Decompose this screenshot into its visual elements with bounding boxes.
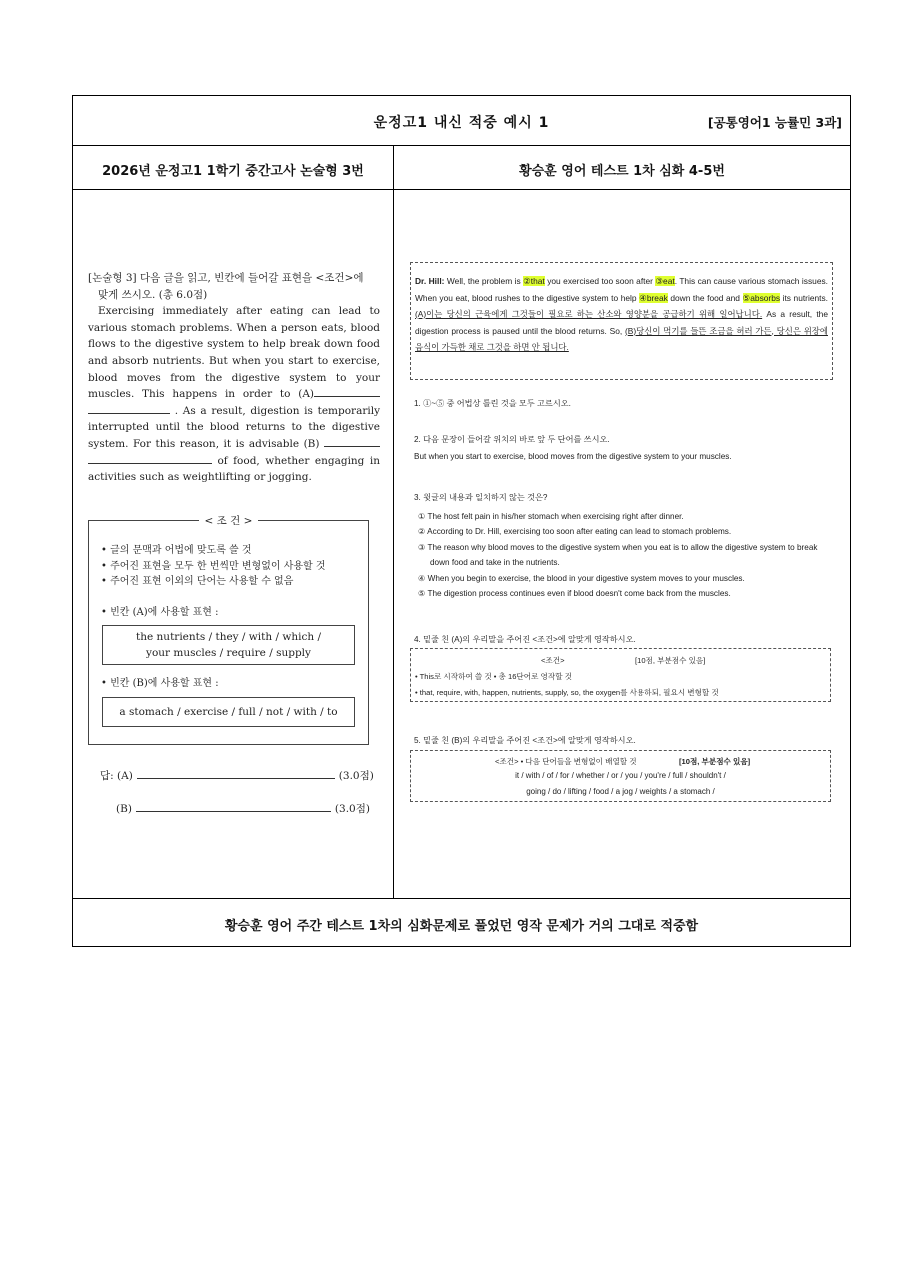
condition-item: • 주어진 표현을 모두 한 번씩만 변형없이 사용할 것 [101, 560, 326, 572]
dialogue-text: down the food and [667, 292, 743, 303]
question-4: 4. 밑줄 친 (A)의 우리말을 주어진 <조건>에 알맞게 영작하시오. [414, 635, 636, 644]
reading-passage [88, 303, 380, 486]
condition-item: • 글의 문맥과 어법에 맞도록 쓸 것 [101, 545, 252, 556]
conditions-title: < 조 건 > [199, 515, 259, 527]
title-row [73, 96, 850, 146]
question-heading [88, 270, 380, 303]
blank-a-label: • 빈칸 (A)에 사용할 표현 : [101, 607, 219, 618]
q5-words-line-1: it / with / of / for / whether / or / you / you're / full / shouldn't / [515, 771, 726, 780]
answer-b-row [116, 801, 370, 816]
page-title: 운정고1 내신 적중 예시 1 [373, 115, 550, 131]
question-2: 2. 다음 문장이 들어갈 위치의 바로 앞 두 단어를 쓰시오. [414, 435, 610, 444]
blank-a-words-line-2: your muscles / require / supply [146, 647, 311, 659]
question-heading-line-2: 맞게 쓰시오. (총 6.0점) [98, 288, 208, 301]
q5-condition-title: <조건> • 다음 단어들을 변형없이 배열할 것 [495, 757, 637, 766]
q4-condition-line-1: • This로 시작하여 쓸 것 • 총 16단어로 영작할 것 [415, 672, 572, 681]
passage-part-2: . As a result, digestion is temporarily interrupted until the blood returns to the digestive system. For this reason, it is advisable (B) [88, 404, 381, 450]
answer-b-label: (B) [116, 803, 132, 815]
footer-row [73, 898, 850, 947]
dialogue-text: As a result, the digestion process is paused until the blood returns. So, [415, 309, 828, 336]
highlight-4: ④break [639, 292, 668, 303]
question-2-sentence: But when you start to exercise, blood moves from the digestive system to your muscles. [414, 452, 732, 461]
speaker-label: Dr. Hill: [415, 276, 445, 286]
dialogue-text: its nutrients. [780, 292, 828, 303]
blank-a-line-2 [88, 403, 170, 414]
answer-a-label: 답: (A) [100, 770, 133, 782]
highlight-2: ②that [523, 276, 545, 286]
passage-part-3: of food, whether engaging in activities such as weightlifting or jogging. [88, 454, 381, 484]
exam-question [88, 270, 380, 486]
underlined-a: (A)이는 당신의 근육에게 그것들이 필요로 하는 산소와 영양분을 공급하기 위해 일어납니다. [415, 309, 763, 319]
left-column-title: 2026년 운정고1 1학기 중간고사 논술형 3번 [102, 164, 364, 179]
q4-points: [10점, 부분점수 있음] [635, 656, 706, 665]
course-tag: [공통영어1 능률민 3과] [707, 115, 842, 130]
column-divider [393, 146, 394, 898]
footer-note: 황승훈 영어 주간 테스트 1차의 심화문제로 풀었던 영작 문제가 거의 그대로 적중함 [224, 919, 699, 934]
column-header-row [73, 146, 850, 190]
blank-b-word-box [102, 697, 355, 727]
question-4-condition-box [410, 648, 831, 702]
answer-a-points: (3.0점) [338, 770, 374, 782]
dialogue-text: Well, the problem is [444, 276, 524, 286]
option-item: ④ When you begin to exercise, the blood in your digestive system moves to your muscles. [418, 573, 745, 583]
blank-a-word-box [102, 625, 355, 665]
blank-a-words-line-1: the nutrients / they / with / which / [136, 631, 321, 643]
dialogue-text: you exercised too soon after [544, 276, 656, 286]
dialogue-box [410, 262, 833, 380]
conditions-list [101, 543, 326, 590]
q5-points: [10점, 부분점수 있음] [679, 757, 751, 766]
answer-a-row [100, 768, 374, 783]
option-item: ③ The reason why blood moves to the digestive system when you eat is to allow the digestive system to break down food and take in the nutrients. [418, 542, 818, 568]
answer-a-line[interactable] [137, 768, 335, 779]
highlight-3: ③eat [655, 276, 675, 286]
question-1: 1. ①~⑤ 중 어법상 틀린 것을 모두 고르시오. [414, 399, 571, 408]
blank-a-line [314, 386, 380, 397]
blank-b-line [324, 436, 380, 447]
blank-b-label: • 빈칸 (B)에 사용할 표현 : [101, 678, 219, 689]
option-item: ② According to Dr. Hill, exercising too soon after eating can lead to stomach problems. [418, 527, 732, 537]
dialogue-text: . This can cause various stomach issues. When you eat, blood rushes to the digestive system to help [415, 276, 828, 303]
underlined-b: (B)당신이 먹기를 들뜬 조금을 허러 가든, 당신은 위장에 음식이 가득한 채로 그것을 하면 안 됩니다. [415, 325, 828, 352]
question-5: 5. 밑줄 친 (B)의 우리말을 주어진 <조건>에 알맞게 영작하시오. [414, 736, 636, 745]
question-5-condition-box [410, 750, 831, 802]
condition-item: • 주어진 표현 이외의 단어는 사용할 수 없음 [101, 576, 294, 587]
option-item: ① The host felt pain in his/her stomach when exercising right after dinner. [418, 512, 684, 521]
passage-part-1: Exercising immediately after eating can lead to various stomach problems. When a person eats, blood flows to the digestive system to help break down food and absorb nutrients. But when you start to exercise, blood moves from the digestive system to your muscles. This happens in order to (A) [88, 305, 380, 401]
highlight-5: ⑤absorbs [742, 292, 781, 303]
question-heading-line-1: [논술형 3] 다음 글을 읽고, 빈칸에 들어갈 표현을 <조건>에 [88, 272, 364, 284]
q5-words-line-2: going / do / lifting / food / a jog / weights / a stomach / [526, 787, 715, 796]
blank-b-line-2 [88, 453, 212, 464]
q4-condition-title: <조건> [541, 656, 565, 665]
blank-b-words: a stomach / exercise / full / not / with / to [119, 706, 338, 718]
answer-b-line[interactable] [136, 801, 331, 812]
q4-condition-line-2: • that, require, with, happen, nutrients, supply, so, the oxygen를 사용하되, 필요시 변형할 것 [415, 688, 719, 697]
question-3: 3. 윗글의 내용과 일치하지 않는 것은? [414, 493, 548, 502]
option-item: ⑤ The digestion process continues even if blood doesn't come back from the muscles. [418, 589, 731, 599]
right-column-title: 황승훈 영어 테스트 1차 심화 4-5번 [519, 164, 725, 179]
answer-b-points: (3.0점) [334, 803, 370, 815]
question-3-options [418, 509, 832, 601]
conditions-box [88, 515, 369, 745]
